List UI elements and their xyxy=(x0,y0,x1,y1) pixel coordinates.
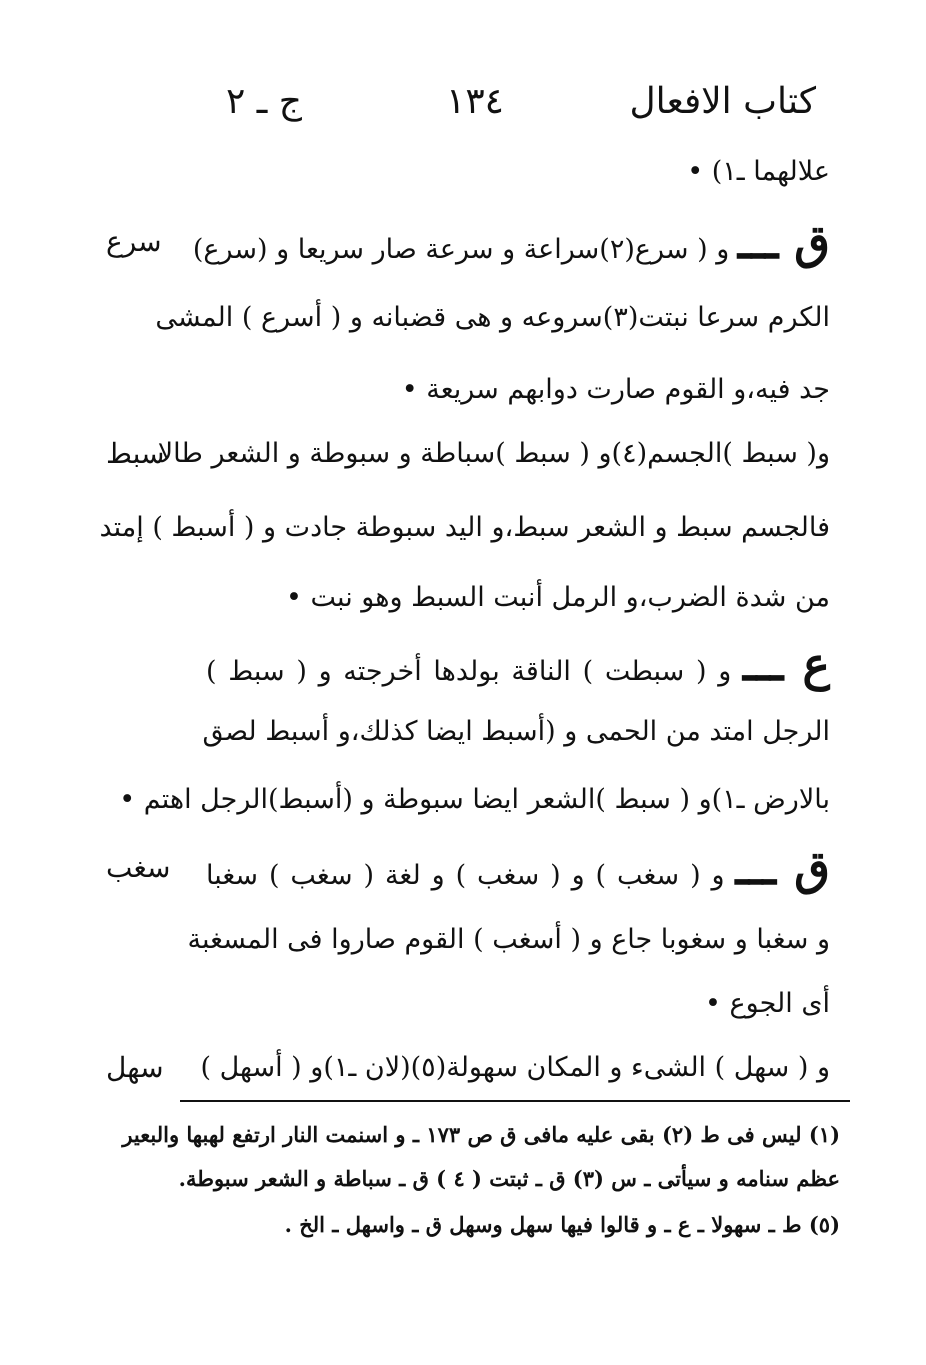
footnote-divider xyxy=(180,1100,850,1102)
text-line: الرجل امتد من الحمى و (أسبط ايضا كذلك،و أسبط لصق xyxy=(202,716,830,747)
page-number: ١٣٤ xyxy=(446,81,505,122)
text-line: جد فيه،و القوم صارت دوابهم سريعة • xyxy=(401,374,830,405)
section-marker: ع ـــ xyxy=(742,637,830,691)
text-line: و سغبا و سغوبا جاع و ( أسغب ) القوم صاروا فى المسغبة xyxy=(187,924,830,955)
section-marker: ق ـــ xyxy=(735,841,830,895)
margin-word-sara: سرع xyxy=(106,225,162,258)
section-marker: ق ـــ xyxy=(737,215,830,269)
text-line xyxy=(206,841,830,896)
text-line: فالجسم سبط و الشعر سبط،و اليد سبوطة جادت و ( أسبط ) إمتد xyxy=(99,512,830,543)
text-line-content: و ( سغب ) و ( سغب ) و لغة ( سغب ) سغبا xyxy=(206,860,725,891)
text-line-content: و ( سرع(٢)سراعة و سرعة صار سريعا و (سرع) xyxy=(192,234,730,265)
text-line xyxy=(192,215,830,270)
text-line: أى الجوع • xyxy=(705,988,830,1019)
text-line xyxy=(206,637,830,692)
margin-word-sabata: سبط xyxy=(106,437,165,470)
text-line: الكرم سرعا نبتت(٣)سروعه و هى قضبانه و ( أسرع ) المشى xyxy=(155,302,830,333)
text-line-content: و ( سبطت ) الناقة بولدها أخرجته و ( سبط ) xyxy=(206,656,732,687)
text-line: و ( سهل ) الشىء و المكان سهولة(٥)(لان ـ١)و ( أسهل ) xyxy=(200,1052,830,1083)
text-line: علالهما ـ١) • xyxy=(687,156,830,187)
margin-word-sahula: سهل xyxy=(106,1051,164,1084)
text-line: و( سبط )الجسم(٤)و ( سبط )سباطة و سبوطة و الشعر طالا xyxy=(157,438,830,469)
volume-label: ج ـ ٢ xyxy=(226,81,303,122)
text-line: بالارض ـ١)و ( سبط )الشعر ايضا سبوطة و (أسبط)الرجل اهتم • xyxy=(119,784,830,815)
footnote-line: (٥) ط ـ سهولا ـ ع ـ و قالوا فيها سهل وسهل ق ـ واسهل ـ الخ . xyxy=(284,1212,840,1237)
margin-word-saghaba: سغب xyxy=(106,851,171,884)
footnote-line: عظم سنامه و سيأتى ـ س (٣) ق ـ ثبتت ( ٤ ) ق ـ سباطة و الشعر سبوطة. xyxy=(178,1166,840,1191)
book-title: كتاب الافعال xyxy=(629,81,816,122)
text-line: من شدة الضرب،و الرمل أنبت السبط وهو نبت • xyxy=(286,582,830,613)
footnote-line: (١) ليس فى ط (٢) بقى عليه مافى ق ص ١٧٣ ـ و اسنمت النار ارتفع لهبها والبعير xyxy=(122,1122,840,1147)
